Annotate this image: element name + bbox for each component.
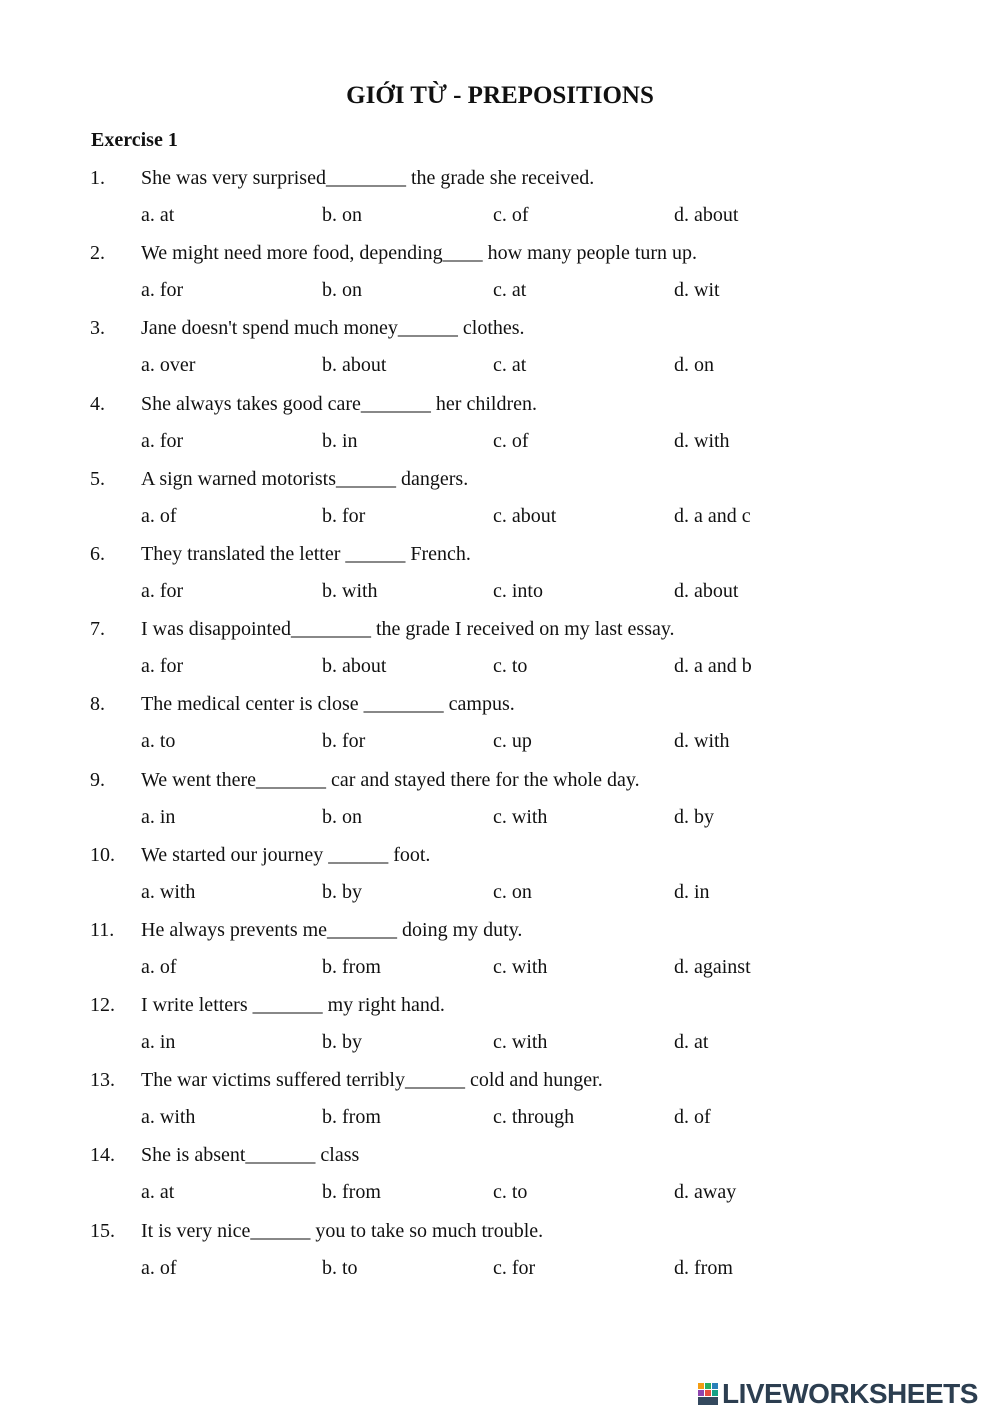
option-c[interactable]: c. into [493,579,543,602]
question-text: We started our journey ______ foot. [141,843,431,866]
option-a[interactable]: a. to [141,730,176,753]
answer-options [0,802,1000,832]
question-text: We went there_______ car and stayed there for the whole day. [141,768,640,791]
option-b[interactable]: b. by [322,1031,362,1054]
option-d[interactable]: d. by [674,805,714,828]
answer-options [0,726,1000,756]
question-item [0,765,1000,840]
option-a[interactable]: a. over [141,354,196,377]
question-item [0,1065,1000,1140]
logo-text: LIVEWORKSHEETS [722,1378,978,1409]
option-d[interactable]: d. against [674,955,751,978]
option-a[interactable]: a. in [141,1031,176,1054]
question-item [0,313,1000,388]
option-c[interactable]: c. with [493,1031,548,1054]
question-text: A sign warned motorists______ dangers. [141,467,469,490]
option-c[interactable]: c. with [493,805,548,828]
option-d[interactable]: d. about [674,579,739,602]
question-item [0,990,1000,1065]
question-text: She is absent_______ class [141,1144,360,1167]
option-a[interactable]: a. at [141,1181,175,1204]
option-d[interactable]: d. on [674,354,714,377]
question-text: The medical center is close ________ campus. [141,693,515,716]
question-number: 2. [90,242,105,265]
answer-options [0,651,1000,681]
answer-options [0,1177,1000,1207]
question-number: 5. [90,467,105,490]
answer-options [0,952,1000,982]
option-a[interactable]: a. of [141,504,177,527]
option-a[interactable]: a. in [141,805,176,828]
question-number: 14. [90,1144,115,1167]
question-text: The war victims suffered terribly______ cold and hunger. [141,1069,603,1092]
question-text: Jane doesn't spend much money______ clothes. [141,317,525,340]
question-number: 1. [90,167,105,189]
page-title: GIỚI TỪ - PREPOSITIONS [346,82,654,109]
liveworksheets-logo-icon [697,1381,719,1407]
exercise-heading: Exercise 1 [91,129,178,151]
question-text: We might need more food, depending____ how many people turn up. [141,242,698,265]
option-c[interactable]: c. through [493,1106,575,1129]
option-d[interactable]: d. away [674,1181,737,1204]
question-number: 10. [90,843,115,866]
question-number: 4. [90,392,105,415]
option-a[interactable]: a. of [141,1256,177,1279]
option-b[interactable]: b. for [322,730,366,753]
option-b[interactable]: b. from [322,1181,381,1204]
option-b[interactable]: b. on [322,279,362,302]
option-c[interactable]: c. on [493,880,532,903]
option-b[interactable]: b. on [322,805,362,828]
option-c[interactable]: c. at [493,354,527,377]
option-d[interactable]: d. about [674,204,739,226]
question-number: 15. [90,1219,115,1242]
option-b[interactable]: b. from [322,955,381,978]
option-d[interactable]: d. at [674,1031,709,1054]
option-d[interactable]: d. wit [674,279,720,302]
question-item [0,464,1000,539]
option-c[interactable]: c. for [493,1256,536,1279]
question-text: I was disappointed________ the grade I received on my last essay. [141,618,675,641]
answer-options [0,426,1000,456]
answer-options [0,1102,1000,1132]
question-item [0,389,1000,464]
question-item [0,1140,1000,1215]
option-b[interactable]: b. about [322,354,387,377]
question-number: 3. [90,317,105,340]
option-a[interactable]: a. at [141,204,175,226]
option-b[interactable]: b. for [322,504,366,527]
option-d[interactable]: d. with [674,429,730,452]
liveworksheets-logo[interactable] [697,1376,978,1412]
option-c[interactable]: c. up [493,730,532,753]
option-d[interactable]: d. in [674,880,710,903]
option-b[interactable]: b. by [322,880,362,903]
question-number: 8. [90,693,105,716]
option-b[interactable]: b. in [322,429,358,452]
question-number: 6. [90,542,105,565]
option-b[interactable]: b. about [322,655,387,678]
question-text: They translated the letter ______ French. [141,542,471,565]
option-c[interactable]: c. about [493,504,557,527]
question-list [0,163,1000,1291]
option-c[interactable]: c. of [493,429,529,452]
option-d[interactable]: d. a and c [674,504,751,527]
question-number: 11. [90,918,115,941]
option-b[interactable]: b. on [322,204,362,226]
question-item [0,539,1000,614]
question-text: She always takes good care_______ her children. [141,392,537,415]
question-text: I write letters _______ my right hand. [141,994,445,1017]
option-a[interactable]: a. for [141,429,184,452]
question-number: 9. [90,768,105,791]
option-a[interactable]: a. for [141,655,184,678]
option-b[interactable]: b. with [322,579,378,602]
option-c[interactable]: c. of [493,204,529,226]
question-number: 12. [90,994,115,1017]
option-c[interactable]: c. at [493,279,527,302]
option-d[interactable]: d. with [674,730,730,753]
answer-options [0,501,1000,531]
option-a[interactable]: a. of [141,955,177,978]
option-c[interactable]: c. to [493,655,528,678]
option-c[interactable]: c. with [493,955,548,978]
option-d[interactable]: d. of [674,1106,711,1129]
answer-options [0,877,1000,907]
option-a[interactable]: a. with [141,880,196,903]
question-text: He always prevents me_______ doing my duty. [141,918,523,941]
question-item [0,238,1000,313]
option-a[interactable]: a. for [141,579,184,602]
option-d[interactable]: d. from [674,1256,733,1279]
question-item [0,840,1000,915]
answer-options [0,1027,1000,1057]
question-item [0,163,1000,238]
answer-options [0,200,1000,230]
option-a[interactable]: a. with [141,1106,196,1129]
answer-options [0,576,1000,606]
option-c[interactable]: c. to [493,1181,528,1204]
option-d[interactable]: d. a and b [674,655,752,678]
question-text: She was very surprised________ the grade she received. [141,167,595,189]
question-item [0,614,1000,689]
option-a[interactable]: a. for [141,279,184,302]
question-item [0,1216,1000,1291]
option-b[interactable]: b. to [322,1256,358,1279]
answer-options [0,1253,1000,1283]
answer-options [0,350,1000,380]
question-number: 13. [90,1069,115,1092]
question-text: It is very nice______ you to take so much trouble. [141,1219,544,1242]
answer-options [0,275,1000,305]
question-item [0,915,1000,990]
question-item [0,689,1000,764]
question-number: 7. [90,618,105,641]
option-b[interactable]: b. from [322,1106,381,1129]
